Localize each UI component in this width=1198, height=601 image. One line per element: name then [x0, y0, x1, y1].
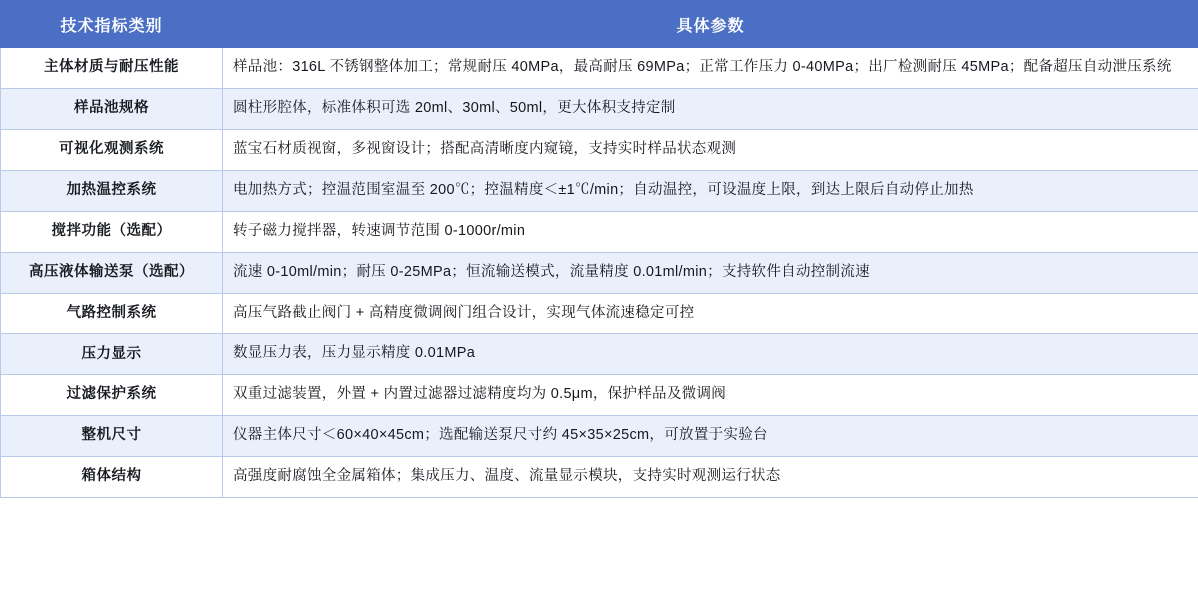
cell-parameters: 双重过滤装置，外置 + 内置过滤器过滤精度均为 0.5μm，保护样品及微调阀 — [223, 375, 1198, 416]
cell-category: 样品池规格 — [1, 88, 223, 129]
cell-parameters: 圆柱形腔体，标准体积可选 20ml、30ml、50ml，更大体积支持定制 — [223, 88, 1198, 129]
cell-parameters: 电加热方式；控温范围室温至 200℃；控温精度＜±1℃/min；自动温控，可设温度上限，到达上限后自动停止加热 — [223, 170, 1198, 211]
cell-category: 主体材质与耐压性能 — [1, 48, 223, 89]
column-header-category: 技术指标类别 — [1, 1, 223, 48]
cell-category: 整机尺寸 — [1, 416, 223, 457]
table-row — [1, 88, 1198, 129]
header-row — [1, 1, 1198, 48]
table-row — [1, 416, 1198, 457]
table-row — [1, 211, 1198, 252]
column-header-parameters: 具体参数 — [223, 1, 1198, 48]
cell-parameters: 样品池：316L 不锈钢整体加工；常规耐压 40MPa，最高耐压 69MPa；正常工作压力 0-40MPa；出厂检测耐压 45MPa；配备超压自动泄压系统 — [223, 48, 1198, 89]
cell-parameters: 转子磁力搅拌器，转速调节范围 0-1000r/min — [223, 211, 1198, 252]
cell-parameters: 数显压力表，压力显示精度 0.01MPa — [223, 334, 1198, 375]
cell-parameters: 高压气路截止阀门 + 高精度微调阀门组合设计，实现气体流速稳定可控 — [223, 293, 1198, 334]
cell-parameters: 仪器主体尺寸＜60×40×45cm；选配输送泵尺寸约 45×35×25cm，可放置于实验台 — [223, 416, 1198, 457]
table-body — [1, 48, 1198, 498]
cell-category: 可视化观测系统 — [1, 129, 223, 170]
table-row — [1, 375, 1198, 416]
cell-category: 气路控制系统 — [1, 293, 223, 334]
cell-category: 加热温控系统 — [1, 170, 223, 211]
table-header — [1, 1, 1198, 48]
cell-parameters: 流速 0-10ml/min；耐压 0-25MPa；恒流输送模式，流量精度 0.01ml/min；支持软件自动控制流速 — [223, 252, 1198, 293]
cell-category: 高压液体输送泵（选配） — [1, 252, 223, 293]
table-row — [1, 48, 1198, 89]
cell-category: 压力显示 — [1, 334, 223, 375]
cell-category: 箱体结构 — [1, 457, 223, 498]
table-row — [1, 334, 1198, 375]
table-row — [1, 252, 1198, 293]
cell-parameters: 高强度耐腐蚀全金属箱体；集成压力、温度、流量显示模块，支持实时观测运行状态 — [223, 457, 1198, 498]
table-row — [1, 170, 1198, 211]
table-row — [1, 293, 1198, 334]
cell-parameters: 蓝宝石材质视窗，多视窗设计；搭配高清晰度内窥镜，支持实时样品状态观测 — [223, 129, 1198, 170]
cell-category: 过滤保护系统 — [1, 375, 223, 416]
table-row — [1, 457, 1198, 498]
cell-category: 搅拌功能（选配） — [1, 211, 223, 252]
table-row — [1, 129, 1198, 170]
